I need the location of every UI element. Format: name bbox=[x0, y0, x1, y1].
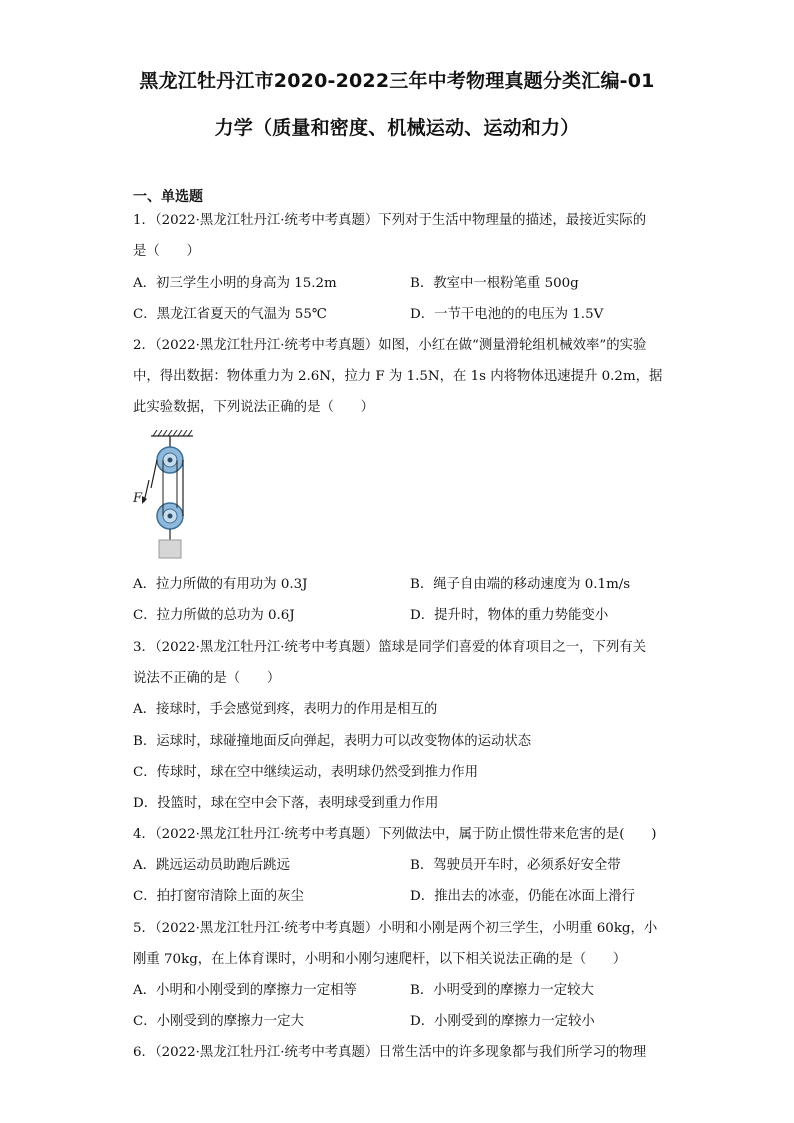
pulley-system-figure bbox=[133, 430, 203, 562]
question-2-stem-line1: 2．（2022·黑龙江牡丹江·统考中考真题）如图，小红在做“测量滑轮组机械效率”的实验 bbox=[133, 338, 647, 353]
question-5-option-a: A．小明和小刚受到的摩擦力一定相等 bbox=[133, 983, 357, 998]
question-5-option-d: D．小刚受到的摩擦力一定较小 bbox=[410, 1014, 595, 1029]
question-5-option-c: C．小刚受到的摩擦力一定大 bbox=[133, 1014, 304, 1029]
question-3-option-d: D．投篮时，球在空中会下落，表明球受到重力作用 bbox=[133, 796, 439, 811]
question-1-option-c: C．黑龙江省夏天的气温为 55℃ bbox=[133, 307, 327, 322]
document-title-line1: 黑龙江牡丹江市2020-2022三年中考物理真题分类汇编-01 bbox=[139, 70, 655, 92]
question-2-stem-line2: 中，得出数据：物体重力为 2.6N，拉力 F 为 1.5N，在 1s 内将物体迅速提升 0.2m，据 bbox=[133, 369, 663, 384]
question-4-option-c: C．拍打窗帘清除上面的灰尘 bbox=[133, 889, 304, 904]
question-1-stem-line2: 是（ ） bbox=[133, 244, 200, 259]
question-1-stem-line1: 1．（2022·黑龙江牡丹江·统考中考真题）下列对于生活中物理量的描述，最接近实际的 bbox=[133, 213, 647, 228]
question-2-option-b: B．绳子自由端的移动速度为 0.1m/s bbox=[410, 577, 631, 592]
question-1-option-a: A．初三学生小明的身高为 15.2m bbox=[133, 276, 337, 291]
section-heading: 一、单选题 bbox=[133, 189, 203, 205]
question-4-stem-line1: 4．（2022·黑龙江牡丹江·统考中考真题）下列做法中，属于防止惯性带来危害的是( ) bbox=[133, 827, 657, 842]
force-label: F bbox=[133, 491, 143, 506]
question-2-option-c: C．拉力所做的总功为 0.6J bbox=[133, 608, 295, 623]
question-5-stem-line1: 5．（2022·黑龙江牡丹江·统考中考真题）小明和小刚是两个初三学生，小明重 60kg，小 bbox=[133, 921, 658, 936]
question-4-option-b: B．驾驶员开车时，必须系好安全带 bbox=[410, 858, 621, 873]
question-3-stem-line1: 3．（2022·黑龙江牡丹江·统考中考真题）篮球是同学们喜爱的体育项目之一，下列有关 bbox=[133, 640, 647, 655]
question-3-stem-line2: 说法不正确的是（ ） bbox=[133, 671, 281, 686]
document-title-line2: 力学（质量和密度、机械运动、运动和力） bbox=[214, 117, 580, 139]
question-5-option-b: B．小明受到的摩擦力一定较大 bbox=[410, 983, 594, 998]
question-2-stem-line3: 此实验数据，下列说法正确的是（ ） bbox=[133, 400, 375, 415]
question-5-stem-line2: 刚重 70kg，在上体育课时，小明和小刚匀速爬杆，以下相关说法正确的是（ ） bbox=[133, 952, 627, 967]
question-3-option-b: B．运球时，球碰撞地面反向弹起，表明力可以改变物体的运动状态 bbox=[133, 734, 532, 749]
question-1-option-b: B．教室中一根粉笔重 500g bbox=[410, 276, 579, 291]
question-4-option-d: D．推出去的冰壶，仍能在冰面上滑行 bbox=[410, 889, 635, 904]
question-1-option-d: D．一节干电池的的电压为 1.5V bbox=[410, 307, 604, 322]
question-2-option-d: D．提升时，物体的重力势能变小 bbox=[410, 608, 609, 623]
question-2-option-a: A．拉力所做的有用功为 0.3J bbox=[133, 577, 308, 592]
question-4-option-a: A．跳远运动员助跑后跳远 bbox=[133, 858, 290, 873]
question-3-option-c: C．传球时，球在空中继续运动，表明球仍然受到推力作用 bbox=[133, 765, 479, 780]
question-3-option-a: A．接球时，手会感觉到疼，表明力的作用是相互的 bbox=[133, 702, 438, 717]
question-6-stem-line1: 6．（2022·黑龙江牡丹江·统考中考真题）日常生活中的许多现象都与我们所学习的物理 bbox=[133, 1045, 647, 1060]
